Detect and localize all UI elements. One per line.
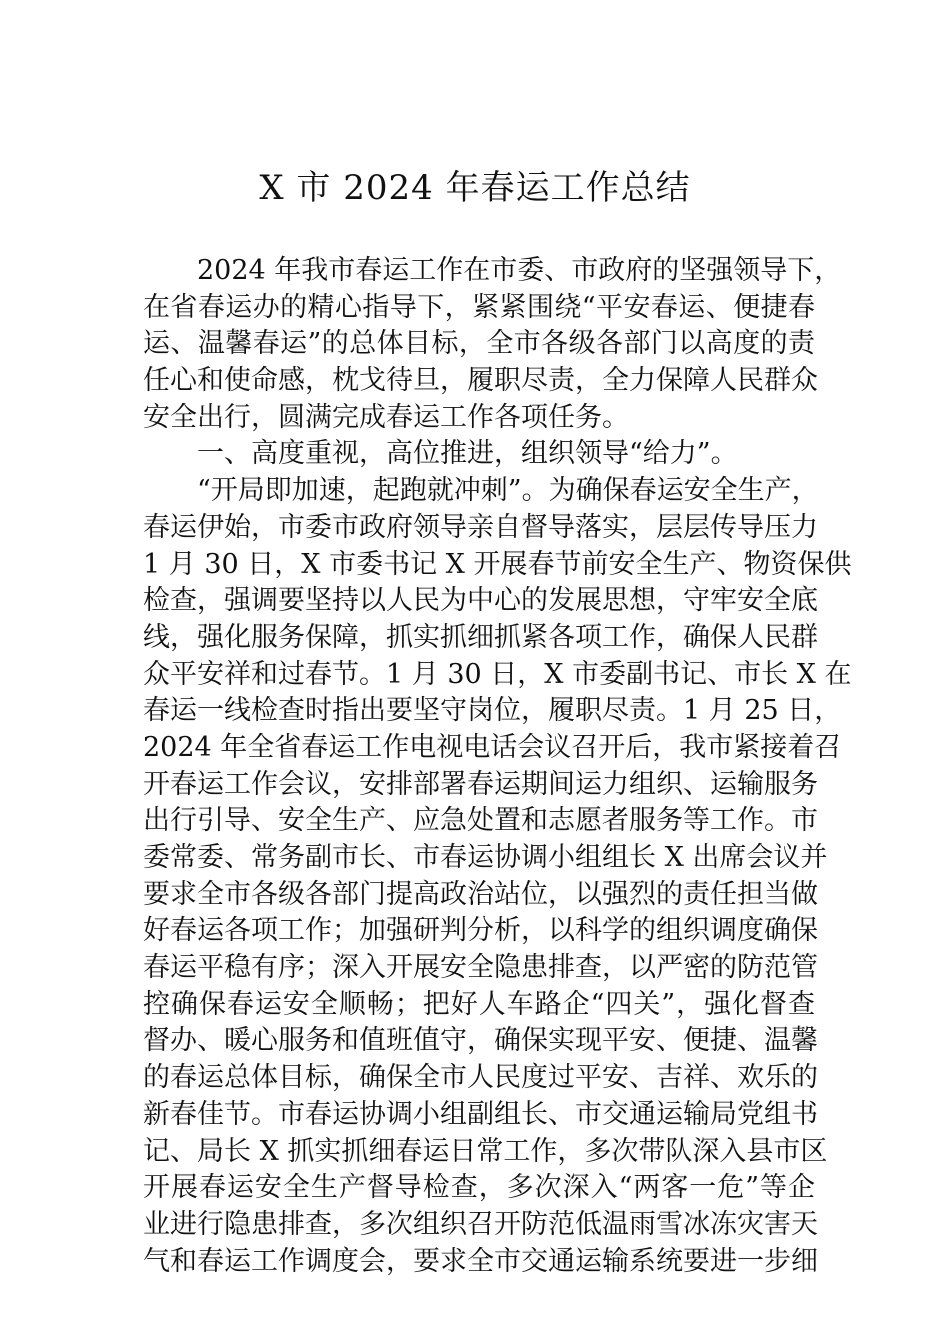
- body-line: 的春运总体目标，确保全市人民度过平安、吉祥、欢乐的: [143, 1062, 818, 1094]
- body-line: 督办、暖心服务和值班值守，确保实现平安、便捷、温馨: [143, 1025, 818, 1057]
- document-body: [143, 253, 852, 1280]
- body-line: 春运平稳有序；深入开展安全隐患排查，以严密的防范管: [143, 952, 818, 984]
- body-line: 气和春运工作调度会，要求全市交通运输系统要进一步细: [143, 1245, 818, 1277]
- body-line: 检查，强调要坚持以人民为中心的发展思想，守牢安全底: [143, 585, 818, 617]
- body-line: 新春佳节。市春运协调小组副组长、市交通运输局党组书: [143, 1098, 818, 1130]
- body-line: 一、高度重视，高位推进，组织领导“给力”。: [197, 438, 738, 470]
- body-line: 好春运各项工作；加强研判分析，以科学的组织调度确保: [143, 915, 818, 947]
- document-title: X 市 2024 年春运工作总结: [259, 168, 691, 208]
- body-line: 春运伊始，市委市政府领导亲自督导落实，层层传导压力: [143, 511, 818, 543]
- body-line: 2024 年我市春运工作在市委、市政府的坚强领导下，: [197, 255, 842, 286]
- body-line: 运、温馨春运”的总体目标，全市各级各部门以高度的责: [143, 328, 815, 360]
- body-line: 2024 年全省春运工作电视电话会议召开后，我市紧接着召: [143, 731, 842, 763]
- body-line: 众平安祥和过春节。1 月 30 日，X 市委副书记、市长 X 在: [143, 658, 852, 690]
- body-line: 线，强化服务保障，抓实抓细抓紧各项工作，确保人民群: [143, 621, 818, 653]
- body-line: 任心和使命感，枕戈待旦，履职尽责，全力保障人民群众: [143, 365, 818, 397]
- body-line: 出行引导、安全生产、应急处置和志愿者服务等工作。市: [143, 805, 818, 837]
- body-line: 开春运工作会议，安排部署春运期间运力组织、运输服务: [143, 768, 818, 800]
- body-line: 委常委、常务副市长、市春运协调小组组长 X 出席会议并: [143, 842, 828, 873]
- body-line: 1 月 30 日，X 市委书记 X 开展春节前安全生产、物资保供: [143, 548, 852, 580]
- body-line: 安全出行，圆满完成春运工作各项任务。: [143, 401, 629, 433]
- body-line: “开局即加速，起跑就冲刺”。为确保春运安全生产，: [197, 475, 819, 507]
- body-line: 业进行隐患排查，多次组织召开防范低温雨雪冰冻灾害天: [143, 1208, 818, 1240]
- body-line: 控确保春运安全顺畅；把好人车路企“四关”，强化督查: [143, 988, 815, 1020]
- body-line: 开展春运安全生产督导检查，多次深入“两客一危”等企: [143, 1172, 815, 1204]
- body-line: 记、局长 X 抓实抓细春运日常工作，多次带队深入县市区: [143, 1135, 828, 1167]
- body-line: 春运一线检查时指出要坚守岗位，履职尽责。1 月 25 日，: [143, 695, 842, 727]
- body-line: 要求全市各级各部门提高政治站位，以强烈的责任担当做: [143, 878, 818, 910]
- body-line: 在省春运办的精心指导下，紧紧围绕“平安春运、便捷春: [143, 291, 815, 323]
